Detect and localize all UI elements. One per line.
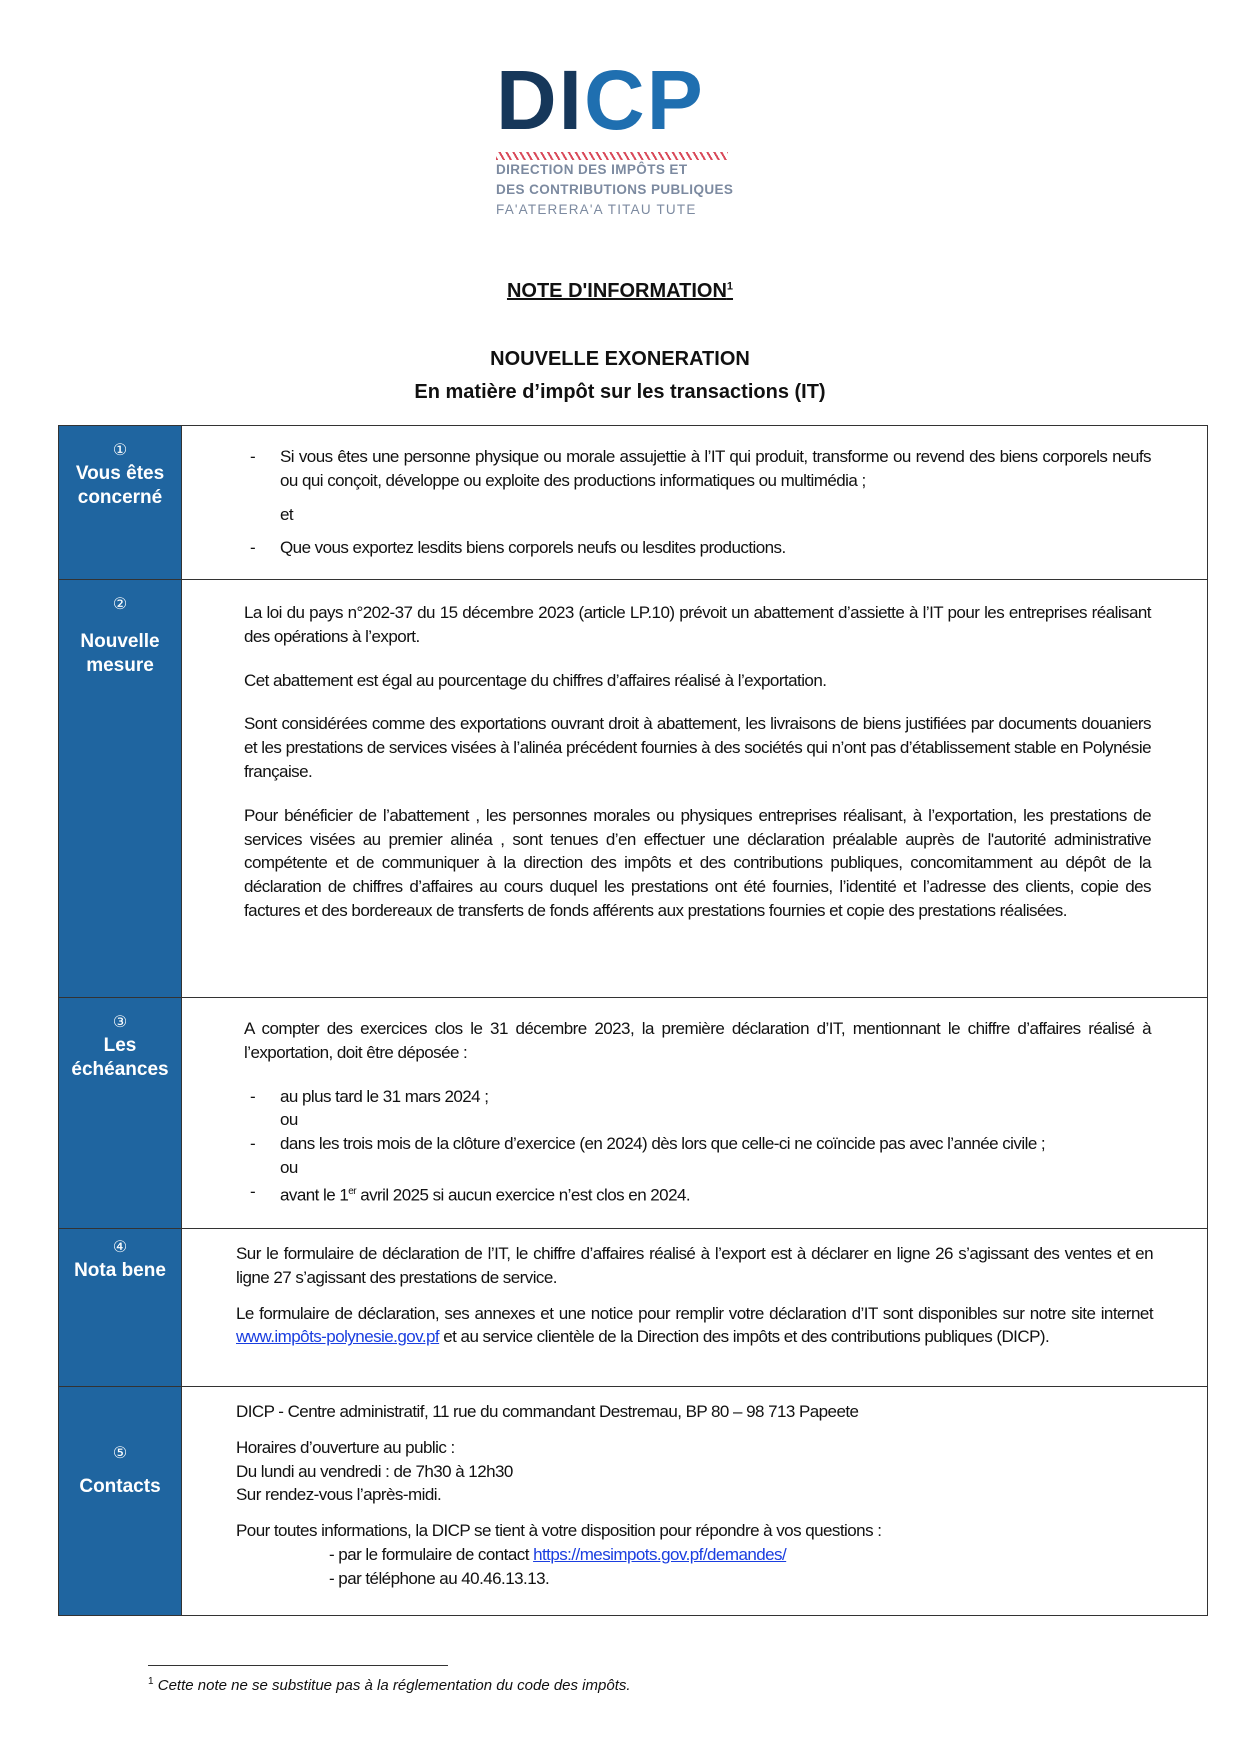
hours-text: Sur rendez-vous l’après-midi. [236,1485,442,1505]
paragraph: A compter des exercices clos le 31 décembre 2023, la première déclaration d’IT, mentionnant le chiffre d’affaires réalisé à l’exportation, doit être déposée : [244,1019,1151,1062]
page-title: NOTE D'INFORMATION$^1$ [506,280,734,302]
section-label: ① Vous êtes concerné [59,426,181,579]
connector-text: ou [280,1110,298,1130]
section-label: ⑤ Contacts [59,1387,181,1615]
contact-form-line: - par le formulaire de contact https://mesimpots.gov.pf/demandes/ [329,1544,787,1564]
connector-text: et [280,504,294,524]
footnote-divider [148,1665,448,1666]
section-deadlines [59,997,1207,1228]
info-text: Pour toutes informations, la DICP se tient à votre disposition pour répondre à vos questions : [236,1521,882,1541]
logo-letters: D I C P [496,53,705,147]
logo-pattern [496,152,728,160]
paragraph: Pour bénéficier de l’abattement , les personnes morales ou physiques entreprises réalisant, à l’exportation, les prestations de services visées au premier alinéa , sont tenues d’en effectuer une déclaration préalable auprès de l'autorité administrative compétente et de communiquer à la direction des impôts et des contributions publiques, concomitamment au dépôt de la déclaration de chiffres d’affaires au cours duquel les prestations ont été fournies, l’identité et l’adresse des clients, copie des factures et des bordereaux de transferts de fonds afférents aux prestations fournies et copie des prestations réalisées. [244,805,1151,920]
paragraph: Sont considérées comme des exportations ouvrant droit à abattement, les livraisons de biens justifiées par documents douaniers et les prestations de services visées à l’alinéa précédent fournies à des sociétés qui n’ont pas d’établissement stable en Polynésie française. [244,714,1151,781]
section-concerned [59,426,1207,579]
paragraph: Cet abattement est égal au pourcentage du chiffres d’affaires réalisé à l’exportation. [244,670,827,690]
section-new-measure [59,579,1207,997]
phone-line: - par téléphone au 40.46.13.13. [329,1568,550,1588]
contact-form-link[interactable]: https://mesimpots.gov.pf/demandes/ [533,1544,787,1564]
section-label: ④ Nota bene [59,1229,181,1386]
section-label: ② Nouvelle mesure [59,580,181,997]
list-item: - avant le 1er avril 2025 si aucun exercice n’est clos en 2024. [250,1181,691,1205]
section-contacts [59,1386,1207,1615]
list-item: - dans les trois mois de la clôture d’exercice (en 2024) dès lors que celle-ci ne coïncide pas avec l’année civile ; [250,1134,1046,1154]
list-item: - Si vous êtes une personne physique ou morale assujettie à l’IT qui produit, transforme ou revend des biens corporels neufs ou qui conçoit, développe ou exploite des productions informatiques ou multimédia ; [250,447,1151,490]
info-table [58,425,1208,1616]
connector-text: ou [280,1157,298,1177]
list-item: - au plus tard le 31 mars 2024 ; [250,1086,489,1106]
logo-line-2: DES CONTRIBUTIONS PUBLIQUES [496,182,734,197]
hours-text: Du lundi au vendredi : de 7h30 à 12h30 [236,1461,513,1481]
logo-line-1: DIRECTION DES IMPÔTS ET [496,162,688,177]
heading-sub: En matière d’impôt sur les transactions (IT) [414,381,826,403]
list-item: - Que vous exportez lesdits biens corporels neufs ou lesdites productions. [250,538,786,558]
dicp-logo [496,53,736,228]
paragraph: Le formulaire de déclaration, ses annexes et une notice pour remplir votre déclaration d’IT sont disponibles sur notre site internet www.impôts-polynesie.gov.pf et au service clientèle de la Direction des impôts et des contributions publiques (DICP). [236,1303,1153,1347]
address: DICP - Centre administratif, 11 rue du commandant Destremau, BP 80 – 98 713 Papeete [236,1402,859,1421]
heading-main: NOUVELLE EXONERATION [490,348,750,370]
paragraph: La loi du pays n°202-37 du 15 décembre 2023 (article LP.10) prévoit un abattement d’assiette à l’IT pour les entreprises réalisant des opérations à l’export. [244,603,1151,646]
tax-website-link[interactable]: www.impôts-polynesie.gov.pf [236,1327,440,1347]
section-nota-bene [59,1228,1207,1386]
paragraph: Sur le formulaire de déclaration de l’IT, le chiffre d’affaires réalisé à l’export est à déclarer en ligne 26 s’agissant des ventes et en ligne 27 s’agissant des prestations de service. [236,1244,1153,1287]
section-label: ③ Les échéances [59,998,181,1228]
hours-text: Horaires d’ouverture au public : [236,1437,455,1457]
footnote: $^1$ Cette note ne se substitue pas à la réglementation du code des impôts. [148,1676,631,1694]
logo-line-3: FA'ATERERA'A TITAU TUTE [496,202,697,217]
